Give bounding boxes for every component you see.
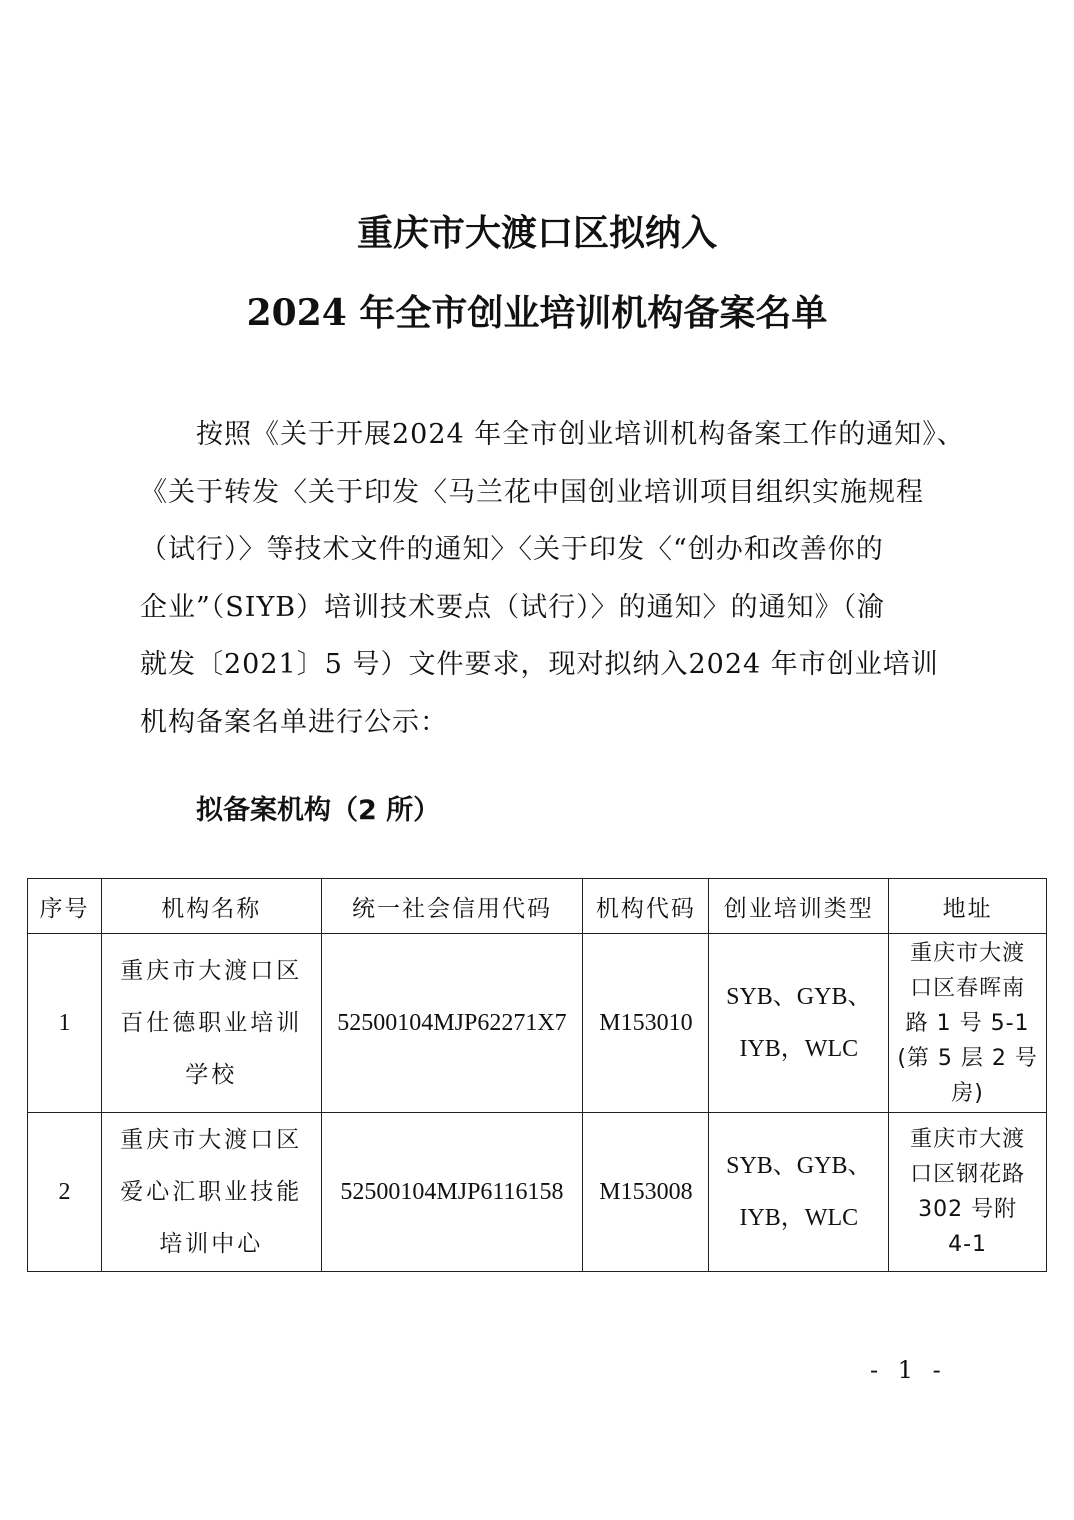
body-paragraph <box>140 406 965 751</box>
page-number: - 1 - <box>870 1356 947 1384</box>
header-index: 序号 <box>28 879 102 934</box>
row-index: 2 <box>28 1113 102 1272</box>
table-row <box>28 934 1047 1113</box>
institution-name <box>101 1113 321 1272</box>
paragraph-line: 机构备案名单进行公示： <box>140 706 448 738</box>
type-line: IYB，WLC <box>739 1036 859 1062</box>
address-line: 口区钢花路 <box>910 1162 1026 1187</box>
table-row <box>28 1113 1047 1272</box>
table-header-row <box>28 879 1047 934</box>
institution-name <box>101 934 321 1113</box>
name-line: 学校 <box>185 1062 238 1088</box>
institution-table <box>27 878 1047 1272</box>
address-line: (第 5 层 2 号 <box>897 1045 1038 1071</box>
name-line: 重庆市大渡口区 <box>120 1127 303 1153</box>
address-line: 房) <box>951 1080 984 1106</box>
address-line: 口区春晖南 <box>910 975 1026 1001</box>
org-code: M153010 <box>583 934 709 1113</box>
type-line: SYB、GYB、 <box>726 984 872 1010</box>
type-line: IYB，WLC <box>739 1205 859 1231</box>
address-line: 302 号附 <box>918 1197 1018 1222</box>
training-types <box>709 934 889 1113</box>
name-line: 爱心汇职业技能 <box>120 1179 303 1205</box>
institution-address <box>889 1113 1047 1272</box>
document-title-line-1: 重庆市大渡口区拟纳入 <box>356 212 717 254</box>
paragraph-line: 企业”（SIYB）培训技术要点（试行）〉的通知〉的通知》（渝 <box>140 591 886 623</box>
address-line: 路 1 号 5-1 <box>905 1010 1030 1036</box>
type-line: SYB、GYB、 <box>726 1153 872 1179</box>
section-heading: 拟备案机构（2 所） <box>196 795 441 826</box>
paragraph-line: （试行）〉等技术文件的通知〉〈关于印发〈“创办和改善你的 <box>140 534 884 565</box>
name-line: 重庆市大渡口区 <box>120 958 303 984</box>
paragraph-line: 按照《关于开展2024 年全市创业培训机构备案工作的通知》、 <box>196 419 965 450</box>
training-types <box>709 1113 889 1272</box>
credit-code: 52500104MJP62271X7 <box>321 934 583 1113</box>
header-address: 地址 <box>889 879 1047 934</box>
name-line: 培训中心 <box>159 1231 264 1257</box>
header-org-code: 机构代码 <box>583 879 709 934</box>
header-credit-code: 统一社会信用代码 <box>321 879 583 934</box>
institution-address <box>889 934 1047 1113</box>
address-line: 4-1 <box>948 1232 988 1257</box>
row-index: 1 <box>28 934 102 1113</box>
paragraph-line: 就发〔2021〕5 号）文件要求，现对拟纳入2024 年市创业培训 <box>140 649 939 680</box>
header-training-type: 创业培训类型 <box>709 879 889 934</box>
org-code: M153008 <box>583 1113 709 1272</box>
address-line: 重庆市大渡 <box>910 1127 1026 1152</box>
paragraph-line: 《关于转发〈关于印发〈马兰花中国创业培训项目组织实施规程 <box>140 476 924 508</box>
header-name: 机构名称 <box>101 879 321 934</box>
name-line: 百仕德职业培训 <box>120 1010 303 1036</box>
credit-code: 52500104MJP6116158 <box>321 1113 583 1272</box>
address-line: 重庆市大渡 <box>910 940 1026 966</box>
document-title-line-2: 2024 年全市创业培训机构备案名单 <box>246 292 828 334</box>
